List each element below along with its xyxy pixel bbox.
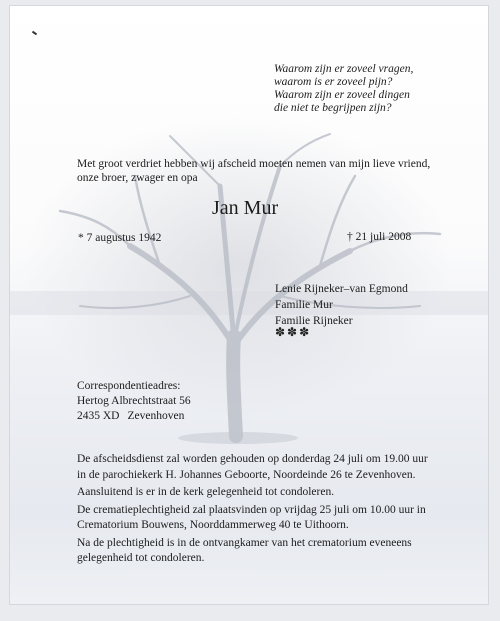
service-line: De crematieplechtigheid zal plaatsvinden op vrijdag 25 juli om 10.00 uur in — [77, 503, 426, 516]
memorial-card — [10, 6, 488, 604]
intro-line: Met groot verdriet hebben wij afscheid moeten nemen van mijn lieve vriend, — [77, 158, 431, 170]
service-line: gelegenheid tot condoleren. — [77, 552, 205, 564]
service-line: Aansluitend is er in de kerk gelegenheid tot condoleren. — [77, 486, 335, 498]
poem-line: Waarom zijn er zoveel dingen — [274, 89, 410, 101]
address-city-line — [77, 409, 191, 424]
poem-line: Waarom zijn er zoveel vragen, — [274, 63, 414, 75]
family-member: Familie Rijneker — [275, 315, 353, 327]
service-paragraph — [77, 452, 428, 483]
service-paragraph — [77, 485, 428, 501]
poem-line: die niet te begrijpen zijn? — [274, 102, 392, 114]
address-postcode: 2435 XD — [77, 410, 120, 422]
poem-line: waarom is er zoveel pijn? — [274, 76, 393, 88]
flower-symbols: ✽✽✽ — [275, 325, 312, 339]
service-line: Na de plechtigheid is in de ontvangkamer van het crematorium eveneens — [77, 536, 412, 549]
service-line: De afscheidsdienst zal worden gehouden op donderdag 24 juli om 19.00 uur — [77, 453, 428, 465]
family-member: Lenie Rijneker–van Egmond — [275, 283, 408, 295]
family-member: Familie Mur — [275, 299, 333, 311]
announcement-intro — [77, 158, 430, 185]
birth-date: * 7 augustus 1942 — [78, 232, 162, 244]
address-street: Hertog Albrechtstraat 56 — [77, 395, 191, 407]
service-line: Crematorium Bouwens, Noorddammerweg 40 te Uithoorn. — [77, 519, 349, 531]
intro-line: onze broer, zwager en opa — [77, 171, 198, 184]
death-date: † 21 juli 2008 — [347, 231, 412, 243]
service-paragraph — [77, 503, 428, 534]
correspondence-address — [77, 379, 191, 424]
address-city: Zevenhoven — [127, 410, 185, 422]
service-details — [77, 452, 428, 569]
service-paragraph — [77, 536, 428, 567]
family-list — [275, 281, 408, 329]
poem — [274, 63, 413, 115]
service-line: in de parochiekerk H. Johannes Geboorte, Noordeinde 26 te Zevenhoven. — [77, 468, 416, 481]
address-label: Correspondentieadres: — [77, 380, 181, 392]
deceased-name: Jan Mur — [212, 197, 279, 219]
